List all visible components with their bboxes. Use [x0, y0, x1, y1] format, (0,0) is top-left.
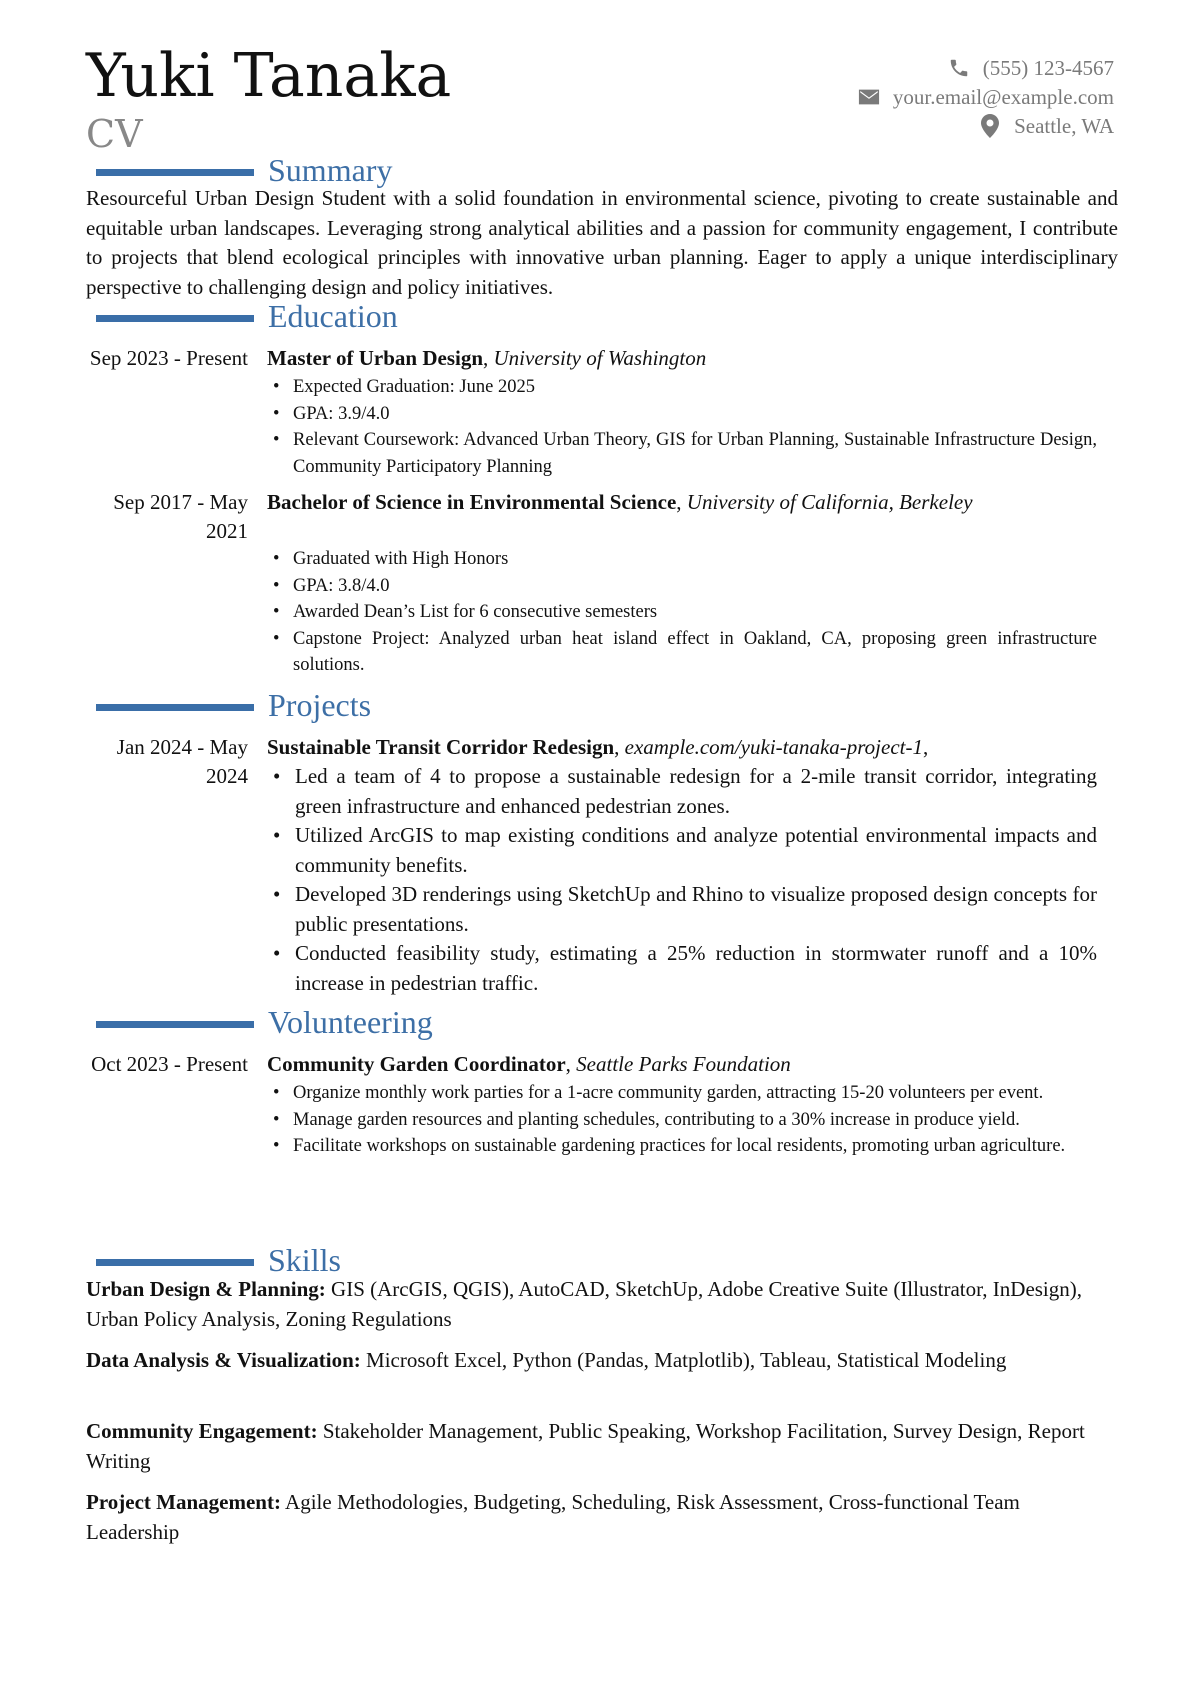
list-item: • Relevant Coursework: Advanced Urban Theory, GIS for Urban Planning, Sustainable Infrastructure Design, Community Participatory Planning [267, 427, 1097, 480]
section-heading-volunteering [96, 1004, 433, 1040]
section-rule [96, 169, 254, 176]
project-name: Sustainable Transit Corridor Redesign [267, 735, 615, 759]
volunteering-date: Oct 2023 - Present [91, 1052, 248, 1076]
section-rule [96, 1259, 254, 1266]
skill-text: Agile Methodologies, Budgeting, Scheduling, Risk Assessment, Cross-functional Team Leadership [86, 1490, 1020, 1544]
list-item: • Developed 3D renderings using SketchUp and Rhino to visualize proposed design concepts for public presentations. [267, 880, 1097, 939]
skill-text: Stakeholder Management, Public Speaking, Workshop Facilitation, Survey Design, Report Writing [86, 1419, 1085, 1473]
project-link[interactable]: example.com/yuki-tanaka-project-1 [624, 735, 923, 759]
school-name: University of Washington [493, 346, 707, 370]
contact-phone [947, 55, 1114, 81]
volunteering-entry-title: Community Garden Coordinator, Seattle Parks Foundation [267, 1052, 791, 1076]
degree-name: Master of Urban Design [267, 346, 484, 370]
section-title: Education [268, 298, 398, 334]
list-item: • Graduated with High Honors [267, 546, 1097, 573]
volunteer-role: Community Garden Coordinator [267, 1052, 566, 1076]
contact-location [978, 113, 1114, 139]
skill-text: Microsoft Excel, Python (Pandas, Matplotlib), Tableau, Statistical Modeling [366, 1348, 1007, 1372]
project-entry-title: Sustainable Transit Corridor Redesign, example.com/yuki-tanaka-project-1, [267, 735, 929, 759]
list-item: • GPA: 3.9/4.0 [267, 401, 1097, 428]
contact-email [857, 84, 1114, 110]
education-entry-title: Master of Urban Design, University of Washington [267, 346, 707, 370]
section-rule [96, 315, 254, 322]
skill-row [86, 1488, 1118, 1547]
map-pin-icon [978, 114, 1002, 138]
section-heading-education [96, 298, 398, 334]
list-item: • Facilitate workshops on sustainable gardening practices for local residents, promoting urban agriculture. [267, 1133, 1097, 1160]
education-date: Sep 2017 - May 2021 [113, 490, 248, 543]
skill-row [86, 1417, 1118, 1476]
skill-label: Data Analysis & Visualization: [86, 1348, 361, 1372]
skill-label: Community Engagement: [86, 1419, 318, 1443]
phone-text: (555) 123-4567 [982, 56, 1114, 80]
list-item: • Capstone Project: Analyzed urban heat island effect in Oakland, CA, proposing green infrastructure solutions. [267, 626, 1097, 679]
section-title: Summary [268, 152, 393, 188]
list-item: • Conducted feasibility study, estimating a 25% reduction in stormwater runoff and a 10% increase in pedestrian traffic. [267, 939, 1097, 998]
skill-row [86, 1346, 1118, 1376]
candidate-name: Yuki Tanaka [86, 41, 452, 111]
document-subtitle: CV [86, 112, 143, 156]
school-name: University of California, Berkeley [686, 490, 973, 514]
section-heading-projects [96, 687, 371, 723]
education-entry-title: Bachelor of Science in Environmental Science, University of California, Berkeley [267, 490, 973, 514]
education-date: Sep 2023 - Present [89, 346, 248, 370]
section-heading-skills [96, 1242, 341, 1278]
education-bullets [267, 374, 1097, 480]
list-item: • Organize monthly work parties for a 1-acre community garden, attracting 15-20 volunteers per event. [267, 1080, 1097, 1107]
volunteer-org: Seattle Parks Foundation [576, 1052, 791, 1076]
skill-text: GIS (ArcGIS, QGIS), AutoCAD, SketchUp, Adobe Creative Suite (Illustrator, InDesign), Urban Policy Analysis, Zoning Regulations [86, 1277, 1083, 1331]
list-item: • Led a team of 4 to propose a sustainable redesign for a 2-mile transit corridor, integrating green infrastructure and enhanced pedestrian zones. [267, 762, 1097, 821]
project-date: Jan 2024 - May 2024 [116, 735, 248, 788]
section-rule [96, 704, 254, 711]
location-text: Seattle, WA [1014, 114, 1114, 138]
list-item: • Utilized ArcGIS to map existing conditions and analyze potential environmental impacts and community benefits. [267, 821, 1097, 880]
volunteering-bullets [267, 1080, 1097, 1160]
education-bullets [267, 546, 1097, 679]
section-title: Volunteering [268, 1004, 433, 1040]
skill-label: Urban Design & Planning: [86, 1277, 326, 1301]
email-link[interactable]: your.email@example.com [892, 85, 1114, 109]
list-item: • Manage garden resources and planting schedules, contributing to a 30% increase in produce yield. [267, 1107, 1097, 1134]
list-item: • Awarded Dean’s List for 6 consecutive semesters [267, 599, 1097, 626]
skill-row [86, 1275, 1118, 1334]
envelope-icon [857, 85, 881, 109]
section-title: Skills [268, 1242, 341, 1278]
list-item: • Expected Graduation: June 2025 [267, 374, 1097, 401]
section-rule [96, 1021, 254, 1028]
degree-name: Bachelor of Science in Environmental Science [267, 490, 677, 514]
skill-label: Project Management: [86, 1490, 281, 1514]
summary-text: Resourceful Urban Design Student with a solid foundation in environmental science, pivoting to create sustainable and equitable urban landscapes. Leveraging strong analytical abilities and a passion for community engagement, I contribute to projects that blend ecological principles with innovative urban planning. Eager to apply a unique interdisciplinary perspective to challenging design and policy initiatives. [86, 186, 1118, 299]
list-item: • GPA: 3.8/4.0 [267, 573, 1097, 600]
section-heading-summary [96, 152, 392, 188]
phone-icon [947, 56, 971, 80]
project-bullets [267, 762, 1097, 998]
section-title: Projects [268, 687, 372, 723]
